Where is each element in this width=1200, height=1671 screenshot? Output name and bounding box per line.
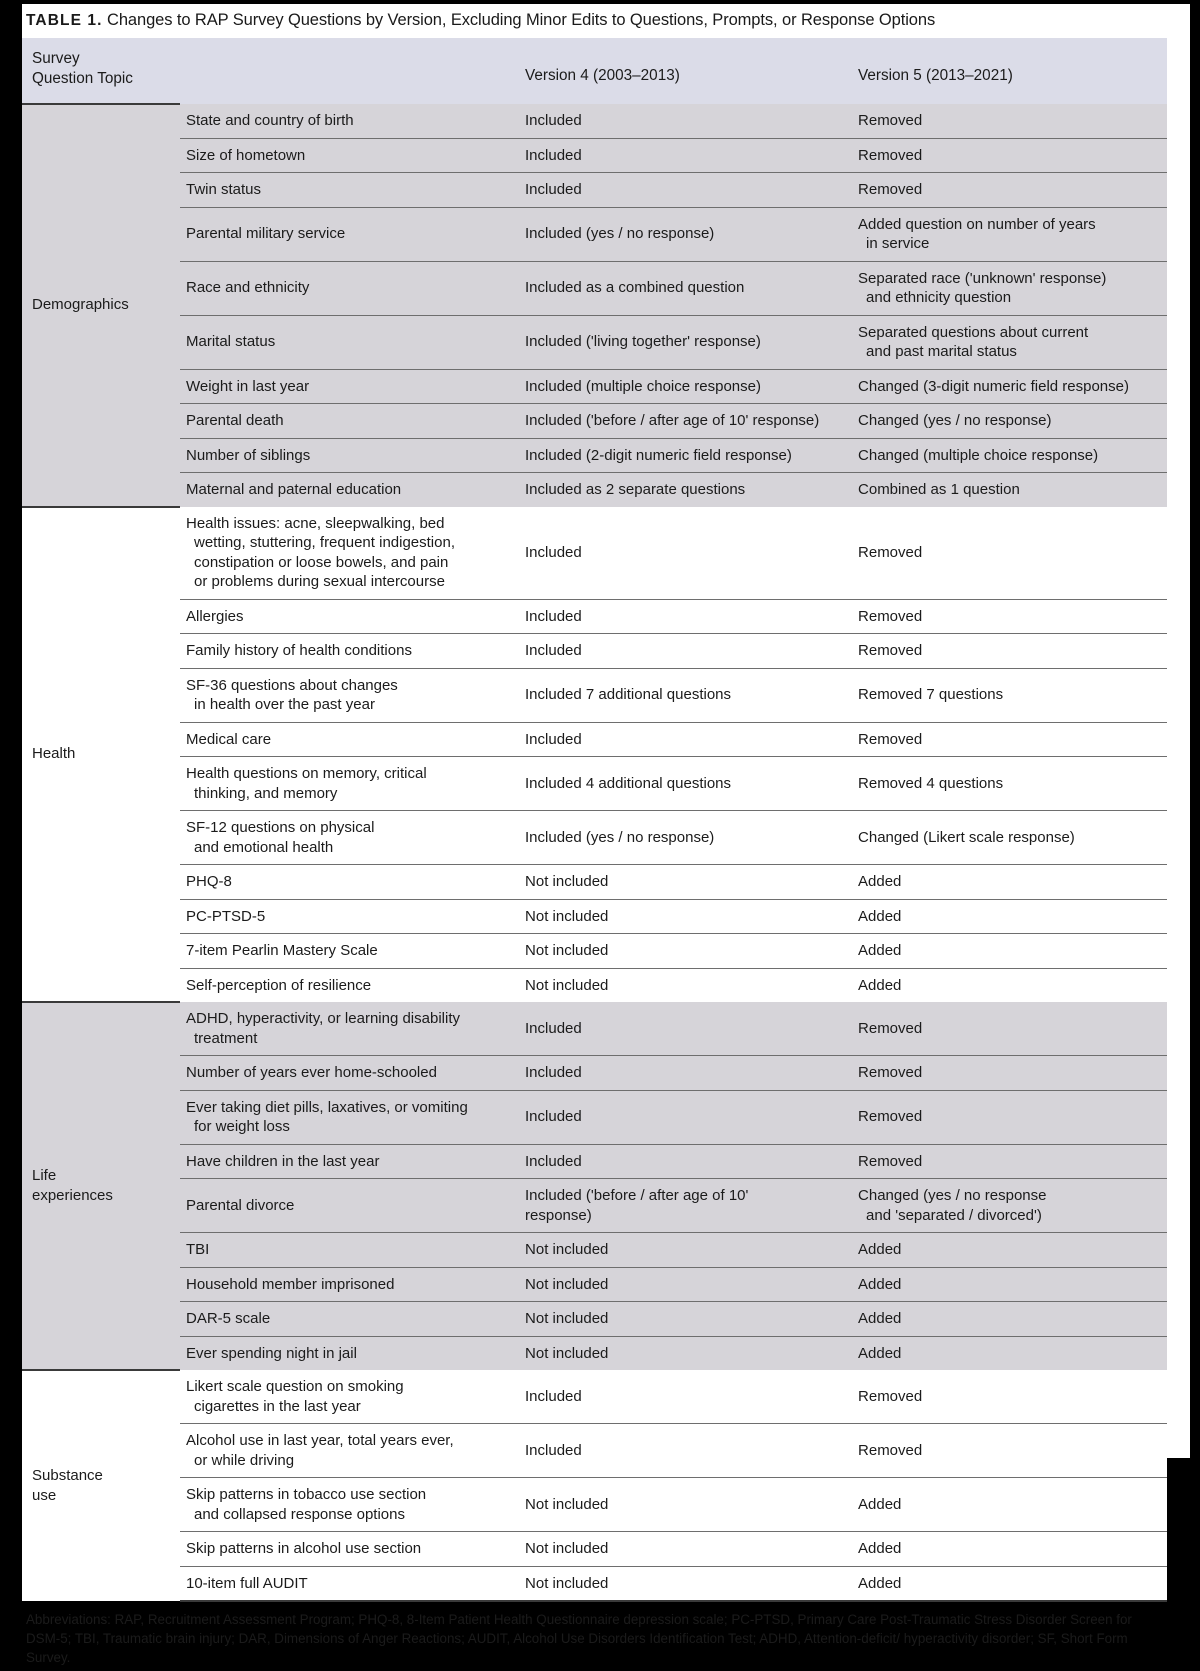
version4-cell: Included <box>519 599 852 634</box>
table-row <box>22 1179 1167 1233</box>
table-row <box>22 507 1167 600</box>
version5-cell: Removed <box>852 1002 1167 1056</box>
table-title <box>22 4 1190 38</box>
version5-cell: Removed <box>852 1056 1167 1091</box>
table-row <box>22 1267 1167 1302</box>
table-row <box>22 369 1167 404</box>
table-row <box>22 1336 1167 1370</box>
version5-cell: Removed <box>852 507 1167 600</box>
version4-cell: Included <box>519 1144 852 1179</box>
header-survey-question-topic <box>22 38 519 104</box>
journal-page-sheet <box>22 4 1190 1665</box>
version5-cell: Removed 7 questions <box>852 668 1167 722</box>
question-topic-cell <box>180 507 519 600</box>
table-row <box>22 757 1167 811</box>
question-topic-line: Alcohol use in last year, total years ever, <box>186 1432 454 1449</box>
version4-line: response) <box>525 1206 592 1224</box>
question-topic-cell: State and country of birth <box>180 104 519 138</box>
version5-cell: Added <box>852 899 1167 934</box>
section-label-line: Substance <box>32 1467 103 1485</box>
version5-cell: Removed <box>852 1424 1167 1478</box>
version5-cell: Removed <box>852 722 1167 757</box>
header-topic-line2: Question Topic <box>32 69 133 87</box>
table-row <box>22 1144 1167 1179</box>
version4-cell: Included <box>519 722 852 757</box>
table-caption: Changes to RAP Survey Questions by Version, Excluding Minor Edits to Questions, Prompts, or Response Options <box>107 11 936 29</box>
version5-cell: Removed <box>852 173 1167 208</box>
version4-cell <box>519 1179 852 1233</box>
version4-cell: Included <box>519 104 852 138</box>
version5-cell: Removed 4 questions <box>852 757 1167 811</box>
version5-cell: Added <box>852 1336 1167 1370</box>
version5-line: and 'separated / divorced') <box>866 1206 1042 1224</box>
version5-cell <box>852 1179 1167 1233</box>
question-topic-line: Likert scale question on smoking <box>186 1378 404 1395</box>
question-topic-cell: PHQ-8 <box>180 865 519 900</box>
table-row <box>22 1002 1167 1056</box>
table-row <box>22 1478 1167 1532</box>
version4-cell: Not included <box>519 1566 852 1601</box>
question-topic-cell: Parental divorce <box>180 1179 519 1233</box>
version5-cell: Added <box>852 1267 1167 1302</box>
question-topic-line: wetting, stuttering, frequent indigestion, <box>194 534 455 551</box>
question-topic-line: SF-36 questions about changes <box>186 676 398 694</box>
table-row <box>22 404 1167 439</box>
question-topic-line: in health over the past year <box>194 696 375 713</box>
question-topic-cell: Medical care <box>180 722 519 757</box>
version5-cell: Removed <box>852 1090 1167 1144</box>
version5-cell: Removed <box>852 634 1167 669</box>
version4-cell: Included <box>519 1370 852 1424</box>
version4-cell: Included (yes / no response) <box>519 207 852 261</box>
table-row <box>22 599 1167 634</box>
version4-cell: Not included <box>519 1532 852 1567</box>
question-topic-cell: Ever spending night in jail <box>180 1336 519 1370</box>
section-label <box>22 1370 180 1601</box>
version5-cell: Removed <box>852 1370 1167 1424</box>
table-row <box>22 1302 1167 1337</box>
question-topic-cell <box>180 668 519 722</box>
version4-cell: Included <box>519 634 852 669</box>
version4-cell: Not included <box>519 1336 852 1370</box>
table-row <box>22 1566 1167 1601</box>
question-topic-line: thinking, and memory <box>194 784 338 802</box>
version5-cell: Removed <box>852 104 1167 138</box>
table-body <box>22 104 1167 1601</box>
question-topic-line: or problems during sexual intercourse <box>194 573 445 590</box>
question-topic-cell <box>180 1478 519 1532</box>
header-topic-line1: Survey <box>32 49 80 67</box>
section-label <box>22 1002 180 1370</box>
table-row <box>22 811 1167 865</box>
question-topic-cell: Parental death <box>180 404 519 439</box>
header-version-4: Version 4 (2003–2013) <box>519 38 852 104</box>
header-version-5: Version 5 (2013–2021) <box>852 38 1167 104</box>
question-topic-cell: Twin status <box>180 173 519 208</box>
table-header <box>22 38 1167 104</box>
question-topic-cell: Race and ethnicity <box>180 261 519 315</box>
question-topic-cell: Household member imprisoned <box>180 1267 519 1302</box>
question-topic-line: constipation or loose bowels, and pain <box>194 553 449 571</box>
version4-cell: Not included <box>519 1233 852 1268</box>
question-topic-line: or while driving <box>194 1451 295 1469</box>
version5-cell: Added <box>852 1478 1167 1532</box>
question-topic-line: Skip patterns in tobacco use section <box>186 1486 427 1503</box>
version5-cell: Removed <box>852 138 1167 173</box>
version4-cell: Included <box>519 507 852 600</box>
question-topic-cell <box>180 1002 519 1056</box>
version5-cell: Added <box>852 968 1167 1002</box>
question-topic-line: cigarettes in the last year <box>194 1397 361 1415</box>
table-row <box>22 207 1167 261</box>
version4-cell: Included <box>519 1090 852 1144</box>
table-row <box>22 934 1167 969</box>
version4-cell: Included (multiple choice response) <box>519 369 852 404</box>
version5-cell: Changed (3-digit numeric field response) <box>852 369 1167 404</box>
question-topic-cell: Parental military service <box>180 207 519 261</box>
section-label: Health <box>22 507 180 1003</box>
version5-line: and ethnicity question <box>866 289 1012 306</box>
version4-cell: Included as 2 separate questions <box>519 473 852 507</box>
version4-cell: Not included <box>519 899 852 934</box>
version4-cell: Not included <box>519 1302 852 1337</box>
question-topic-cell <box>180 1424 519 1478</box>
version4-cell: Included <box>519 1424 852 1478</box>
version5-line: Separated race ('unknown' response) <box>858 269 1107 287</box>
table-row <box>22 473 1167 507</box>
header-row <box>22 38 1167 104</box>
version4-line: Included ('before / after age of 10' <box>525 1187 749 1204</box>
table-row <box>22 968 1167 1002</box>
version4-cell: Included (yes / no response) <box>519 811 852 865</box>
version5-cell: Changed (Likert scale response) <box>852 811 1167 865</box>
table-row <box>22 173 1167 208</box>
question-topic-cell <box>180 1090 519 1144</box>
version4-cell: Not included <box>519 1267 852 1302</box>
question-topic-cell: Self-perception of resilience <box>180 968 519 1002</box>
question-topic-cell: Family history of health conditions <box>180 634 519 669</box>
question-topic-line: Health issues: acne, sleepwalking, bed <box>186 514 445 532</box>
version5-cell <box>852 315 1167 369</box>
question-topic-cell: Number of years ever home-schooled <box>180 1056 519 1091</box>
version5-line: and past marital status <box>866 343 1017 360</box>
version4-cell: Included <box>519 138 852 173</box>
version5-line: Added question on number of years <box>858 215 1096 233</box>
version5-cell: Added <box>852 934 1167 969</box>
table-row <box>22 668 1167 722</box>
question-topic-cell: Skip patterns in alcohol use section <box>180 1532 519 1567</box>
version5-cell <box>852 207 1167 261</box>
section-label: Demographics <box>22 104 180 507</box>
version5-cell: Removed <box>852 1144 1167 1179</box>
question-topic-line: Ever taking diet pills, laxatives, or vomiting <box>186 1098 468 1116</box>
question-topic-cell: TBI <box>180 1233 519 1268</box>
question-topic-cell: 7-item Pearlin Mastery Scale <box>180 934 519 969</box>
table-row <box>22 865 1167 900</box>
question-topic-line: and collapsed response options <box>194 1505 405 1523</box>
table-row <box>22 261 1167 315</box>
question-topic-cell <box>180 757 519 811</box>
section-label-line: Life <box>32 1167 57 1185</box>
question-topic-line: for weight loss <box>194 1118 290 1135</box>
version5-cell: Added <box>852 1566 1167 1601</box>
question-topic-line: ADHD, hyperactivity, or learning disability <box>186 1010 460 1027</box>
question-topic-cell <box>180 811 519 865</box>
abbreviations-note: Abbreviations: RAP, Recruitment Assessment Program; PHQ-8, 8-Item Patient Health Questionnaire depression scale; PC-PTSD, Primary Care Post-Traumatic Stress Disorder Screen for DSM-5; TBI, Traumatic brain injury; DAR, Dimensions of Anger Reactions; AUDIT, Alcohol Use Disorders Identification Test; ADHD, Attention-deficit/ hyperactivity disorder; SF, Short Form Survey. <box>26 1612 1132 1665</box>
question-topic-line: and emotional health <box>194 838 334 856</box>
section-label-line: use <box>32 1487 57 1504</box>
table-row <box>22 1424 1167 1478</box>
version4-cell: Included (2-digit numeric field response) <box>519 438 852 473</box>
version5-cell <box>852 261 1167 315</box>
question-topic-line: Health questions on memory, critical <box>186 765 427 782</box>
question-topic-cell: Size of hometown <box>180 138 519 173</box>
version4-cell: Included 7 additional questions <box>519 668 852 722</box>
question-topic-cell: Weight in last year <box>180 369 519 404</box>
question-topic-cell: DAR-5 scale <box>180 1302 519 1337</box>
question-topic-cell: Marital status <box>180 315 519 369</box>
table-row <box>22 1090 1167 1144</box>
question-topic-cell <box>180 1370 519 1424</box>
version5-cell: Combined as 1 question <box>852 473 1167 507</box>
question-topic-cell: Have children in the last year <box>180 1144 519 1179</box>
version4-cell: Not included <box>519 1478 852 1532</box>
table-row <box>22 634 1167 669</box>
question-topic-line: treatment <box>194 1029 258 1047</box>
table-row <box>22 138 1167 173</box>
question-topic-cell: Maternal and paternal education <box>180 473 519 507</box>
version4-cell: Not included <box>519 865 852 900</box>
table-row <box>22 1532 1167 1567</box>
version5-cell: Changed (multiple choice response) <box>852 438 1167 473</box>
table-row <box>22 315 1167 369</box>
version5-cell: Added <box>852 1532 1167 1567</box>
table-number: TABLE 1. <box>26 12 103 29</box>
question-topic-cell: Allergies <box>180 599 519 634</box>
table-row <box>22 104 1167 138</box>
version5-cell: Added <box>852 1302 1167 1337</box>
question-topic-line: SF-12 questions on physical <box>186 819 375 836</box>
version4-cell: Not included <box>519 934 852 969</box>
version5-line: in service <box>866 235 930 252</box>
table-row <box>22 1233 1167 1268</box>
version5-cell: Removed <box>852 599 1167 634</box>
version5-cell: Changed (yes / no response) <box>852 404 1167 439</box>
version4-cell: Not included <box>519 968 852 1002</box>
question-topic-cell: Number of siblings <box>180 438 519 473</box>
table-row <box>22 1370 1167 1424</box>
table-row <box>22 438 1167 473</box>
version4-cell: Included <box>519 1002 852 1056</box>
table-row <box>22 722 1167 757</box>
version5-line: Separated questions about current <box>858 323 1089 341</box>
version5-line: Changed (yes / no response <box>858 1187 1047 1204</box>
version5-cell: Added <box>852 865 1167 900</box>
rap-survey-changes-table <box>22 38 1167 1602</box>
question-topic-cell: 10-item full AUDIT <box>180 1566 519 1601</box>
version4-cell: Included 4 additional questions <box>519 757 852 811</box>
table-row <box>22 1056 1167 1091</box>
version4-cell: Included <box>519 1056 852 1091</box>
version4-cell: Included as a combined question <box>519 261 852 315</box>
version5-cell: Added <box>852 1233 1167 1268</box>
version4-cell: Included ('living together' response) <box>519 315 852 369</box>
version4-cell: Included <box>519 173 852 208</box>
table-row <box>22 899 1167 934</box>
section-label-line: experiences <box>32 1187 113 1204</box>
version4-cell: Included ('before / after age of 10' response) <box>519 404 852 439</box>
question-topic-cell: PC-PTSD-5 <box>180 899 519 934</box>
